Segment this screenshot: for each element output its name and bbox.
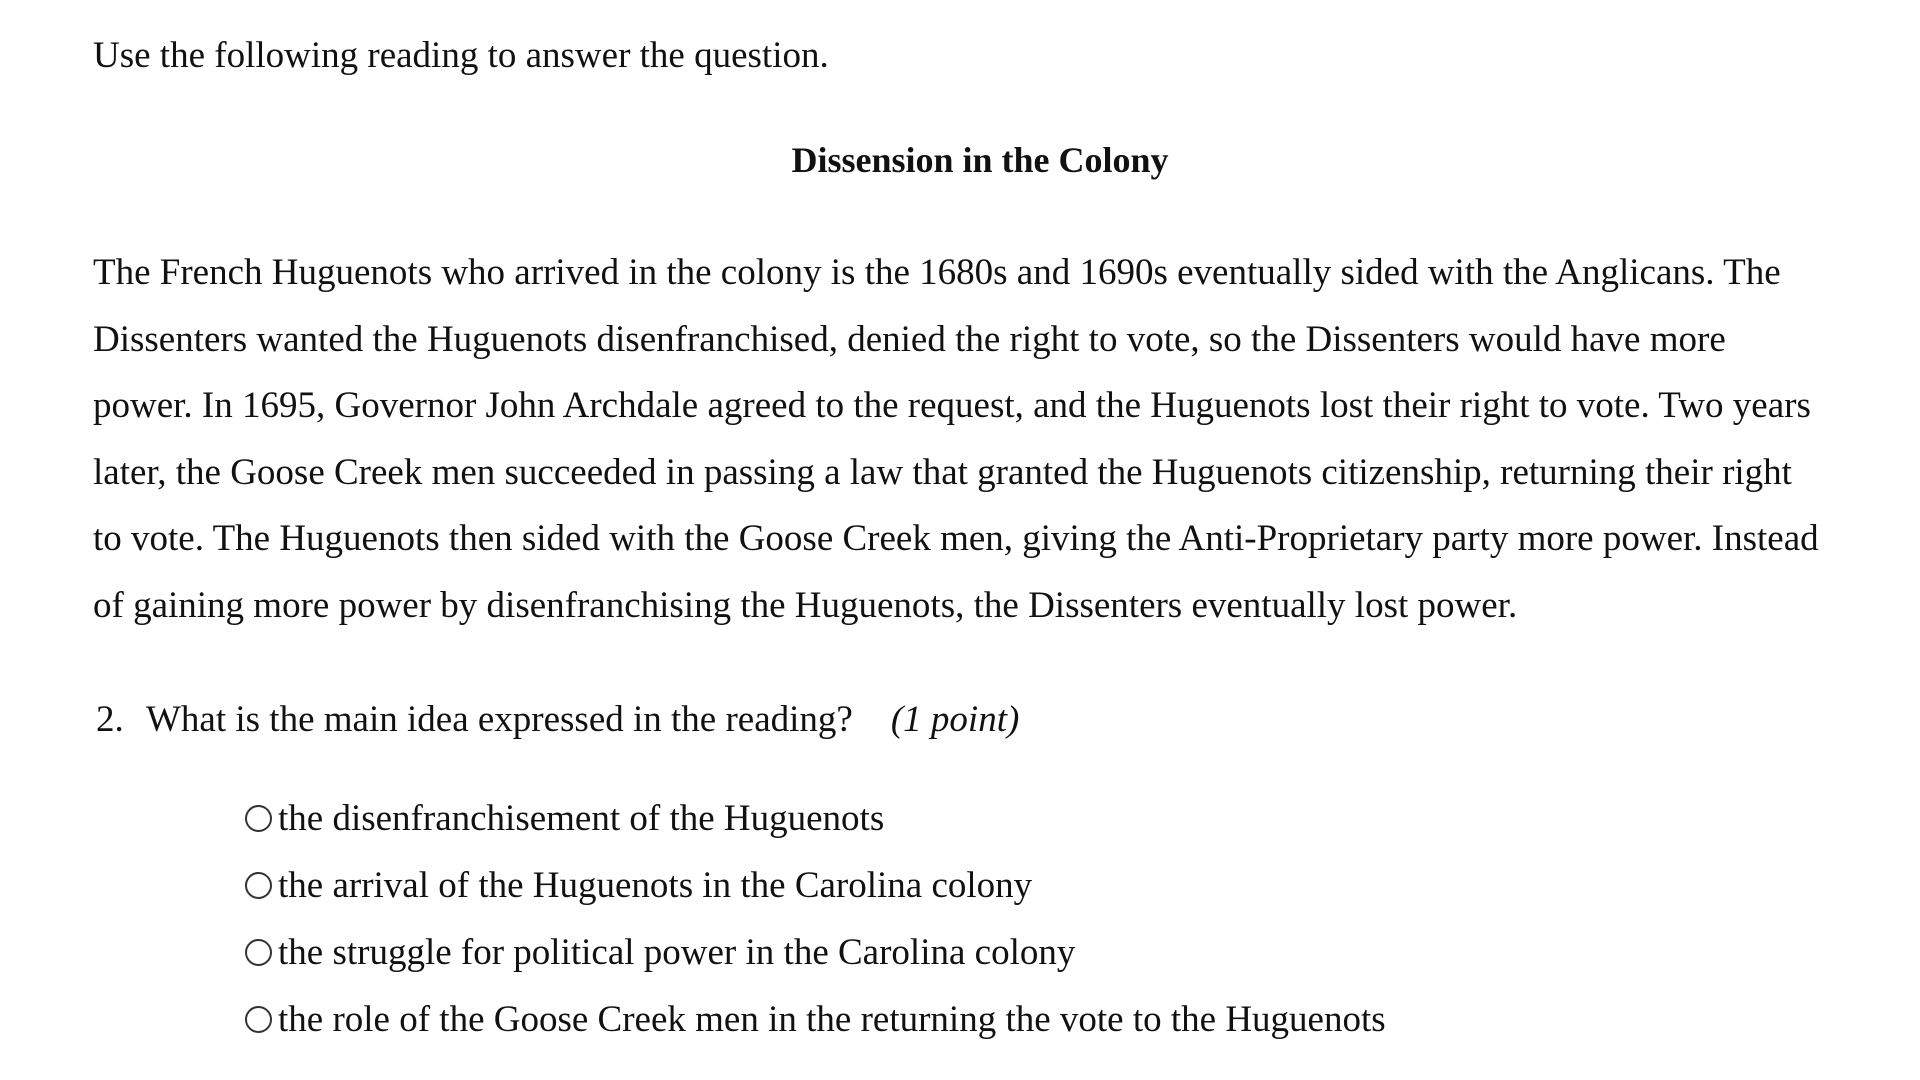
answer-option-3[interactable] <box>245 919 1386 986</box>
passage-line: The French Huguenots who arrived in the colony is the 1680s and 1690s eventually sided with the Anglicans. The <box>93 252 1781 293</box>
question-number: 2. <box>96 699 124 740</box>
answer-option-1[interactable] <box>245 785 1386 852</box>
question-points: (1 point) <box>890 699 1020 740</box>
passage-line: Dissenters wanted the Huguenots disenfranchised, denied the right to vote, so the Dissenters would have more <box>93 318 1726 360</box>
answer-option-label[interactable]: the disenfranchisement of the Huguenots <box>278 798 885 839</box>
answer-option-label[interactable]: the role of the Goose Creek men in the returning the vote to the Huguenots <box>278 999 1386 1040</box>
reading-passage <box>93 240 1883 639</box>
question-text: What is the main idea expressed in the reading? <box>146 699 853 740</box>
answer-option-4[interactable] <box>245 986 1386 1053</box>
answer-option-label[interactable]: the arrival of the Huguenots in the Carolina colony <box>278 865 1033 906</box>
answer-option-2[interactable] <box>245 852 1386 919</box>
question-prompt <box>96 698 1019 742</box>
passage-line: of gaining more power by disenfranchising the Huguenots, the Dissenters eventually lost power. <box>93 584 1518 626</box>
radio-button[interactable] <box>245 805 272 832</box>
passage-line: to vote. The Huguenots then sided with the Goose Creek men, giving the Anti-Proprietary party more power. Instead <box>93 518 1819 559</box>
passage-line: power. In 1695, Governor John Archdale agreed to the request, and the Huguenots lost their right to vote. Two years <box>93 385 1811 426</box>
answer-options <box>245 785 1386 1053</box>
answer-option-label[interactable]: the struggle for political power in the Carolina colony <box>278 932 1076 973</box>
reading-title: Dissension in the Colony <box>791 140 1169 180</box>
radio-button[interactable] <box>245 939 272 966</box>
radio-button[interactable] <box>245 1006 272 1033</box>
instruction-text: Use the following reading to answer the question. <box>93 35 829 76</box>
radio-button[interactable] <box>245 872 272 899</box>
passage-line: later, the Goose Creek men succeeded in passing a law that granted the Huguenots citizenship, returning their right <box>93 451 1792 493</box>
